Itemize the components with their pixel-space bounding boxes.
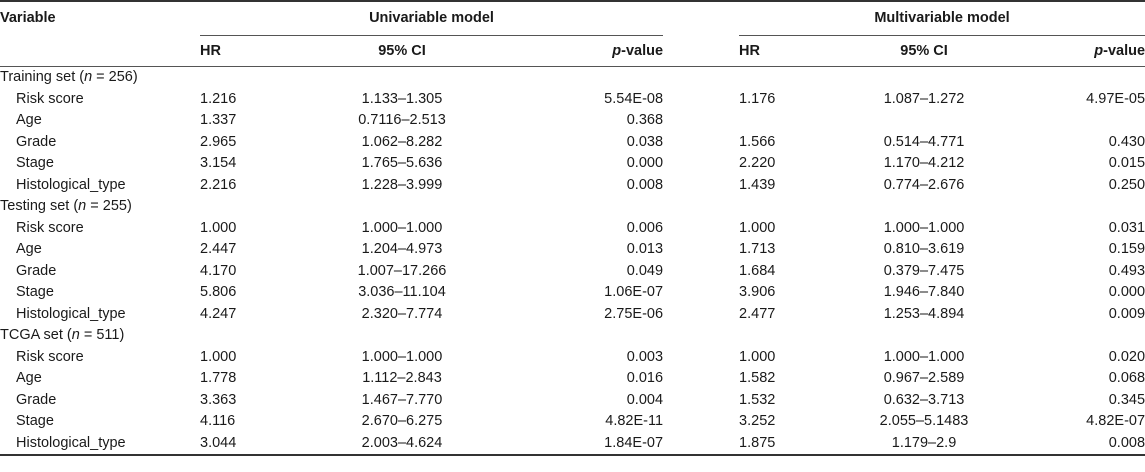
multi-ci-cell: 1.170–4.212 [883, 155, 965, 171]
section-row [0, 196, 1145, 218]
uni-hr-cell: 3.154 [200, 155, 237, 171]
multi-ci-cell: 2.055–5.1483 [879, 413, 969, 429]
uni-pvalue-cell: 0.368 [626, 112, 664, 128]
variable-cell: Histological_type [16, 176, 126, 193]
section-title [0, 67, 1145, 89]
gap-cell [663, 110, 739, 132]
variable-cell: Risk score [16, 219, 84, 236]
multi-hr-cell: 1.532 [739, 391, 776, 408]
uni-ci-cell: 1.000–1.000 [361, 348, 443, 365]
p-rest: -value [1103, 43, 1145, 59]
uni-ci-cell: 2.003–4.624 [273, 433, 531, 456]
gap-cell [663, 153, 739, 175]
gap-cell [663, 218, 739, 240]
uni-hr-cell: 1.337 [200, 112, 237, 128]
table-row [0, 411, 1145, 433]
uni-ci-cell: 1.007–17.266 [357, 262, 447, 279]
table-row [0, 153, 1145, 175]
section-title-n: n [84, 69, 93, 85]
variable-cell: Age [16, 112, 42, 128]
multi-ci-cell: 1.000–1.000 [883, 348, 965, 365]
gap-cell [663, 390, 739, 412]
multi-pvalue-cell: 4.82E-07 [1086, 413, 1145, 429]
header-multi-pvalue [1033, 36, 1145, 67]
section-title-pre: TCGA set ( [0, 327, 72, 343]
header-uni-pvalue [531, 36, 663, 67]
gap-cell [663, 411, 739, 433]
multi-ci-cell: 0.810–3.619 [883, 241, 965, 257]
header-uni-ci: 95% CI [273, 36, 531, 67]
uni-ci-cell: 2.670–6.275 [361, 413, 443, 429]
uni-ci-cell: 1.000–1.000 [361, 219, 443, 236]
uni-ci-cell: 3.036–11.104 [358, 284, 446, 300]
uni-ci-cell: 1.112–2.843 [362, 370, 442, 386]
multi-hr-cell: 1.176 [739, 90, 776, 107]
header-multi-hr: HR [739, 36, 815, 67]
uni-pvalue-cell: 1.06E-07 [604, 284, 664, 300]
multi-ci-cell: 1.946–7.840 [883, 284, 965, 300]
variable-cell: Histological_type [0, 433, 200, 456]
variable-cell: Risk score [16, 348, 84, 365]
multi-pvalue-cell: 0.015 [1108, 155, 1145, 171]
gap-cell [663, 282, 739, 304]
multi-hr-cell: 1.000 [739, 348, 776, 365]
p-italic: p [612, 43, 622, 59]
variable-cell: Grade [16, 133, 57, 150]
variable-cell: Age [16, 370, 42, 386]
uni-hr-cell: 2.216 [200, 176, 237, 193]
uni-pvalue-cell: 0.000 [626, 155, 664, 171]
multi-ci-cell: 0.514–4.771 [883, 133, 965, 150]
multi-pvalue-cell: 0.031 [1108, 219, 1145, 236]
multi-hr-cell: 3.252 [739, 413, 776, 429]
gap-cell [663, 239, 739, 261]
section-title-n: n [78, 198, 87, 214]
section-title [0, 196, 1145, 218]
multi-pvalue-cell: 0.068 [1108, 370, 1145, 386]
multi-ci-cell: 1.253–4.894 [883, 305, 965, 322]
variable-cell: Risk score [16, 90, 84, 107]
table-body [0, 67, 1145, 456]
multi-ci-cell: 1.179–2.9 [815, 433, 1033, 456]
variable-cell: Grade [16, 391, 57, 408]
multi-pvalue-cell: 4.97E-05 [1086, 90, 1145, 107]
uni-pvalue-cell: 1.84E-07 [531, 433, 663, 456]
gap-cell [663, 175, 739, 197]
gap-cell [663, 347, 739, 369]
uni-hr-cell: 2.447 [200, 241, 237, 257]
table-row [0, 368, 1145, 390]
uni-hr-cell: 1.000 [200, 348, 237, 365]
table-row [0, 282, 1145, 304]
table-row [0, 239, 1145, 261]
section-row [0, 67, 1145, 89]
header-blank [0, 36, 200, 67]
uni-ci-cell: 0.7116–2.513 [358, 112, 446, 128]
variable-cell: Age [16, 241, 42, 257]
multi-ci-cell: 0.967–2.589 [883, 370, 965, 386]
uni-ci-cell: 1.133–1.305 [361, 90, 443, 107]
header-uni-hr: HR [200, 36, 273, 67]
variable-cell: Grade [16, 262, 57, 279]
multi-ci-cell: 0.774–2.676 [883, 176, 965, 193]
uni-hr-cell: 4.170 [200, 262, 237, 279]
header-multivariable-model: Multivariable model [739, 1, 1145, 36]
multi-hr-cell: 1.000 [739, 219, 776, 236]
variable-cell: Stage [16, 155, 54, 171]
multi-pvalue-cell: 0.000 [1108, 284, 1145, 300]
header-gap [663, 1, 739, 36]
multi-hr-cell: 1.684 [739, 262, 776, 279]
p-italic: p [1094, 43, 1104, 59]
variable-cell: Histological_type [16, 305, 126, 322]
uni-hr-cell: 3.044 [200, 433, 273, 456]
multi-hr-cell: 1.713 [739, 241, 776, 257]
uni-ci-cell: 2.320–7.774 [361, 305, 443, 322]
table-row [0, 89, 1145, 111]
uni-hr-cell: 1.778 [200, 370, 237, 386]
uni-pvalue-cell: 5.54E-08 [604, 90, 664, 107]
p-rest: -value [621, 43, 664, 59]
table-row [0, 390, 1145, 412]
uni-hr-cell: 3.363 [200, 391, 237, 408]
multi-ci-cell: 1.000–1.000 [883, 219, 965, 236]
multi-pvalue-cell: 0.250 [1108, 176, 1145, 193]
multi-hr-cell: 1.875 [739, 433, 815, 456]
multi-pvalue-cell: 0.493 [1108, 262, 1145, 279]
section-row [0, 325, 1145, 347]
uni-ci-cell: 1.228–3.999 [361, 176, 443, 193]
multi-pvalue-cell: 0.020 [1108, 348, 1145, 365]
table-row [0, 347, 1145, 369]
section-title-post: = 256) [92, 69, 138, 85]
uni-ci-cell: 1.765–5.636 [361, 155, 443, 171]
uni-pvalue-cell: 0.013 [626, 241, 664, 257]
uni-hr-cell: 1.216 [200, 90, 237, 107]
section-title-n: n [71, 327, 80, 343]
gap-cell [663, 132, 739, 154]
gap-cell [663, 433, 739, 456]
header-gap-2 [663, 36, 739, 67]
header-variable: Variable [0, 1, 200, 36]
gap-cell [663, 368, 739, 390]
multi-hr-cell: 1.582 [739, 370, 776, 386]
section-title-pre: Testing set ( [0, 198, 79, 214]
multi-hr-cell: 1.566 [739, 133, 776, 150]
variable-cell: Stage [16, 284, 54, 300]
uni-hr-cell: 4.116 [200, 413, 236, 429]
multi-pvalue-cell: 0.430 [1108, 133, 1145, 150]
table-row [0, 304, 1145, 326]
uni-pvalue-cell: 4.82E-11 [605, 413, 664, 429]
multi-pvalue-cell: 0.159 [1108, 241, 1145, 257]
uni-hr-cell: 4.247 [200, 305, 237, 322]
uni-pvalue-cell: 0.003 [626, 348, 664, 365]
uni-pvalue-cell: 0.016 [626, 370, 664, 386]
multi-pvalue-cell: 0.345 [1108, 391, 1145, 408]
multi-hr-cell: 2.477 [739, 305, 776, 322]
uni-pvalue-cell: 0.038 [626, 133, 664, 150]
multi-pvalue-cell [1033, 110, 1145, 132]
gap-cell [663, 304, 739, 326]
section-title-post: = 255) [86, 198, 132, 214]
uni-hr-cell: 5.806 [200, 284, 237, 300]
section-title-pre: Training set ( [0, 69, 85, 85]
multi-ci-cell: 1.087–1.272 [883, 90, 965, 107]
multi-hr-cell [739, 110, 815, 132]
uni-ci-cell: 1.467–7.770 [361, 391, 443, 408]
multi-ci-cell: 0.632–3.713 [883, 391, 965, 408]
uni-pvalue-cell: 0.008 [626, 176, 664, 193]
uni-pvalue-cell: 0.049 [626, 262, 664, 279]
table-row [0, 175, 1145, 197]
table-row [0, 218, 1145, 240]
header-multi-ci: 95% CI [815, 36, 1033, 67]
table-row [0, 433, 1145, 456]
multi-hr-cell: 2.220 [739, 155, 776, 171]
gap-cell [663, 89, 739, 111]
multi-pvalue-cell: 0.009 [1108, 305, 1145, 322]
table-row [0, 132, 1145, 154]
table-row [0, 261, 1145, 283]
multi-hr-cell: 3.906 [739, 284, 776, 300]
gap-cell [663, 261, 739, 283]
variable-cell: Stage [16, 413, 54, 429]
uni-pvalue-cell: 0.006 [626, 219, 664, 236]
multi-hr-cell: 1.439 [739, 176, 776, 193]
uni-hr-cell: 2.965 [200, 133, 237, 150]
uni-pvalue-cell: 2.75E-06 [604, 305, 664, 322]
multi-ci-cell [815, 110, 1033, 132]
section-title [0, 325, 1145, 347]
uni-pvalue-cell: 0.004 [626, 391, 664, 408]
uni-hr-cell: 1.000 [200, 219, 237, 236]
uni-ci-cell: 1.062–8.282 [361, 133, 443, 150]
table-row [0, 110, 1145, 132]
uni-ci-cell: 1.204–4.973 [361, 241, 443, 257]
header-univariable-model: Univariable model [200, 1, 663, 36]
multi-ci-cell: 0.379–7.475 [883, 262, 965, 279]
section-title-post: = 511) [79, 327, 125, 343]
multi-pvalue-cell: 0.008 [1033, 433, 1145, 456]
